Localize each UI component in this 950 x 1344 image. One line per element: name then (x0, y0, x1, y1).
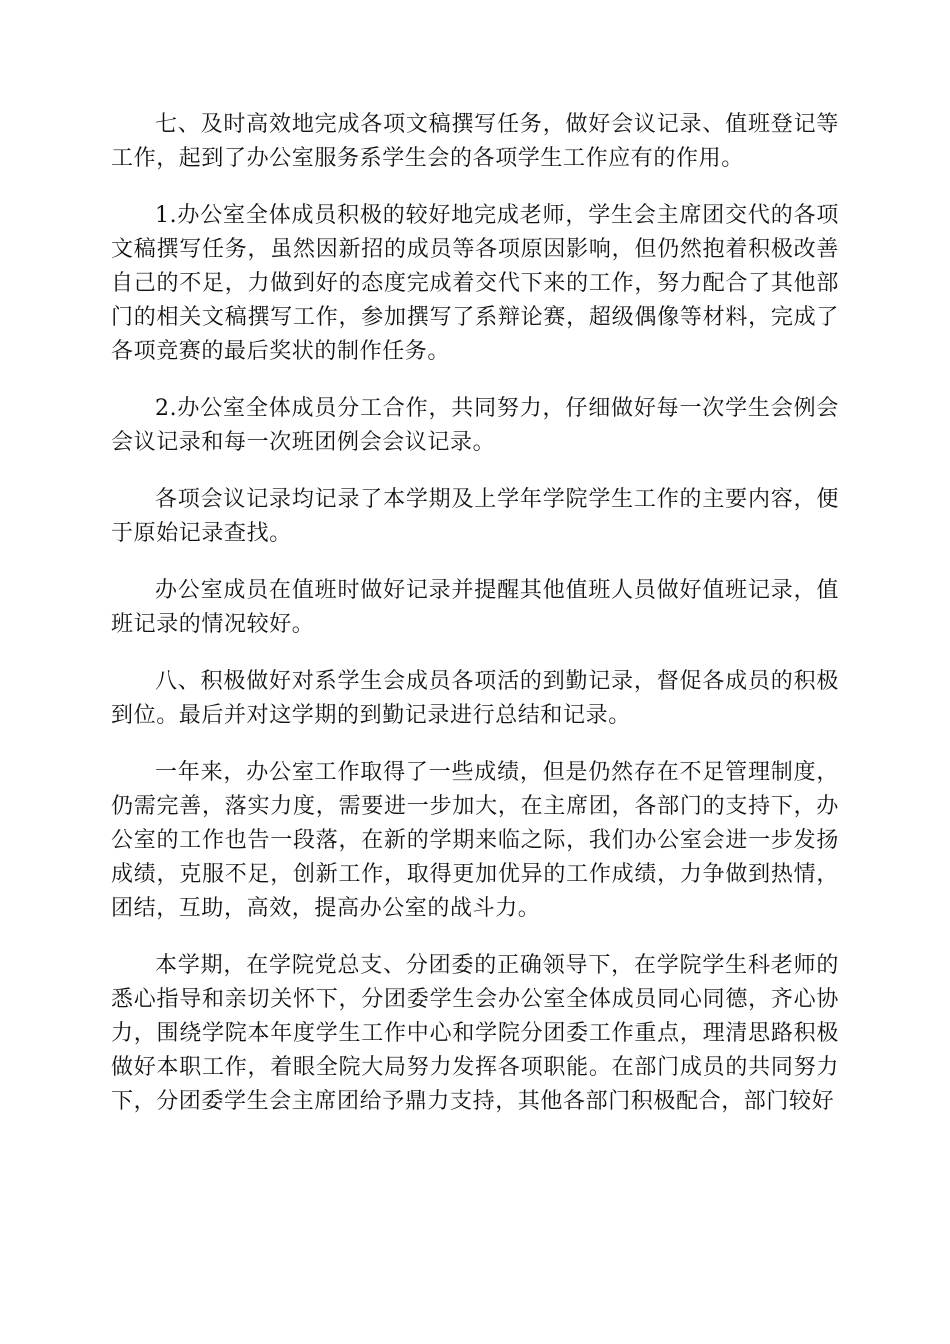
document-body (111, 108, 839, 1142)
paragraph-meeting-records: 各项会议记录均记录了本学期及上学年学院学生工作的主要内容，便于原始记录查找。 (111, 487, 839, 546)
paragraph-duty-records: 办公室成员在值班时做好记录并提醒其他值班人员做好值班记录，值班记录的情况较好。 (111, 578, 839, 637)
paragraph-year-summary: 一年来，办公室工作取得了一些成绩，但是仍然存在不足管理制度，仍需完善，落实力度，需要进一步加大，在主席团，各部门的支持下，办公室的工作也告一段落，在新的学期来临之际，我们办公室会进一步发扬成绩，克服不足，创新工作，取得更加优异的工作成绩，力争做到热情，团结，互助，高效，提高办公室的战斗力。 (111, 760, 839, 921)
paragraph-8-attendance: 八、积极做好对系学生会成员各项活的到勤记录，督促各成员的积极到位。最后并对这学期的到勤记录进行总结和记录。 (111, 669, 839, 728)
paragraph-7-item-1: 1.办公室全体成员积极的较好地完成老师，学生会主席团交代的各项文稿撰写任务，虽然因新招的成员等各项原因影响，但仍然抱着积极改善自己的不足，力做到好的态度完成着交代下来的工作，努力配合了其他部门的相关文稿撰写工作，参加撰写了系辩论赛，超级偶像等材料，完成了各项竞赛的最后奖状的制作任务。 (111, 203, 839, 364)
paragraph-7-writing-tasks: 七、及时高效地完成各项文稿撰写任务，做好会议记录、值班登记等工作，起到了办公室服务系学生会的各项学生工作应有的作用。 (111, 112, 839, 171)
paragraph-7-item-2: 2.办公室全体成员分工合作，共同努力，仔细做好每一次学生会例会会议记录和每一次班团例会会议记录。 (111, 396, 839, 455)
paragraph-semester-intro: 本学期，在学院党总支、分团委的正确领导下，在学院学生科老师的悉心指导和亲切关怀下，分团委学生会办公室全体成员同心同德，齐心协力，围绕学院本年度学生工作中心和学院分团委工作重点，理清思路积极做好本职工作，着眼全院大局努力发挥各项职能。在部门成员的共同努力下，分团委学生会主席团给予鼎力支持，其他各部门积极配合，部门较好 (111, 953, 839, 1114)
